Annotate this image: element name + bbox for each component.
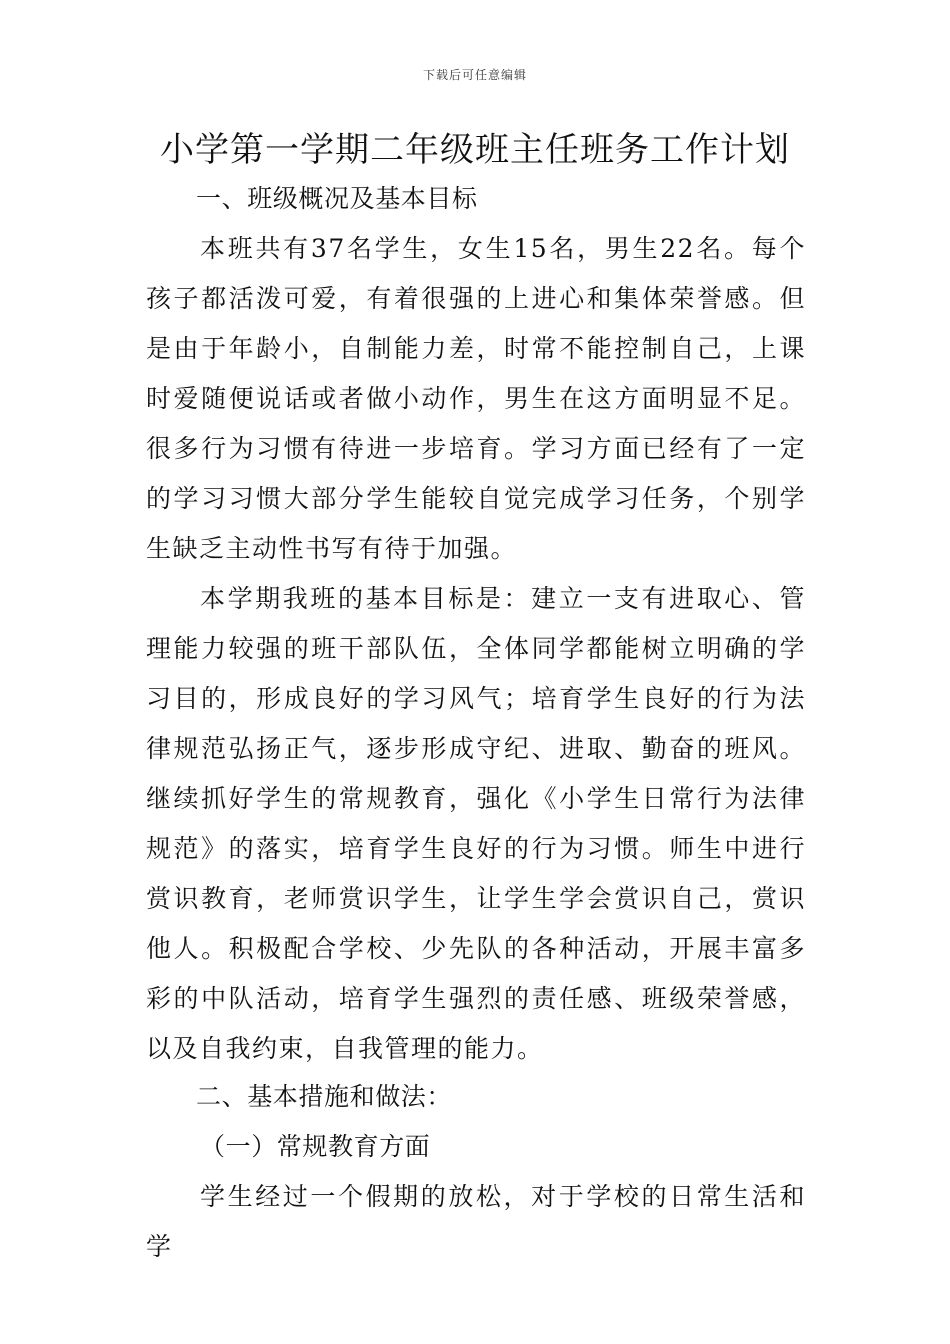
- paragraph-class-overview: 本班共有37名学生，女生15名，男生22名。每个孩子都活泼可爱，有着很强的上进心和集体荣誉感。但是由于年龄小，自制能力差，时常不能控制自己，上课时爱随便说话或者做小动作，男生在这方面明显不足。很多行为习惯有待进一步培育。学习方面已经有了一定的学习习惯大部分学生能较自觉完成学习任务，个别学生缺乏主动性书写有待于加强。: [146, 234, 806, 563]
- section-heading-2: 二、基本措施和做法：: [196, 1082, 453, 1111]
- paragraph-routine-education: 学生经过一个假期的放松，对于学校的日常生活和学: [146, 1182, 806, 1261]
- section-heading-1: 一、班级概况及基本目标: [196, 184, 478, 213]
- subsection-heading-1: （一）常规教育方面: [200, 1132, 431, 1161]
- header-note: 下载后可任意编辑: [422, 68, 527, 82]
- document-title: 小学第一学期二年级班主任班务工作计划: [160, 130, 790, 170]
- paragraph-basic-goals: 本学期我班的基本目标是：建立一支有进取心、管理能力较强的班干部队伍，全体同学都能树立明确的学习目的，形成良好的学习风气；培育学生良好的行为法律规范弘扬正气，逐步形成守纪、进取、勤奋的班风。继续抓好学生的常规教育，强化《小学生日常行为法律规范》的落实，培育学生良好的行为习惯。师生中进行赏识教育，老师赏识学生，让学生学会赏识自己，赏识他人。积极配合学校、少先队的各种活动，开展丰富多彩的中队活动，培育学生强烈的责任感、班级荣誉感，以及自我约束，自我管理的能力。: [146, 584, 806, 1063]
